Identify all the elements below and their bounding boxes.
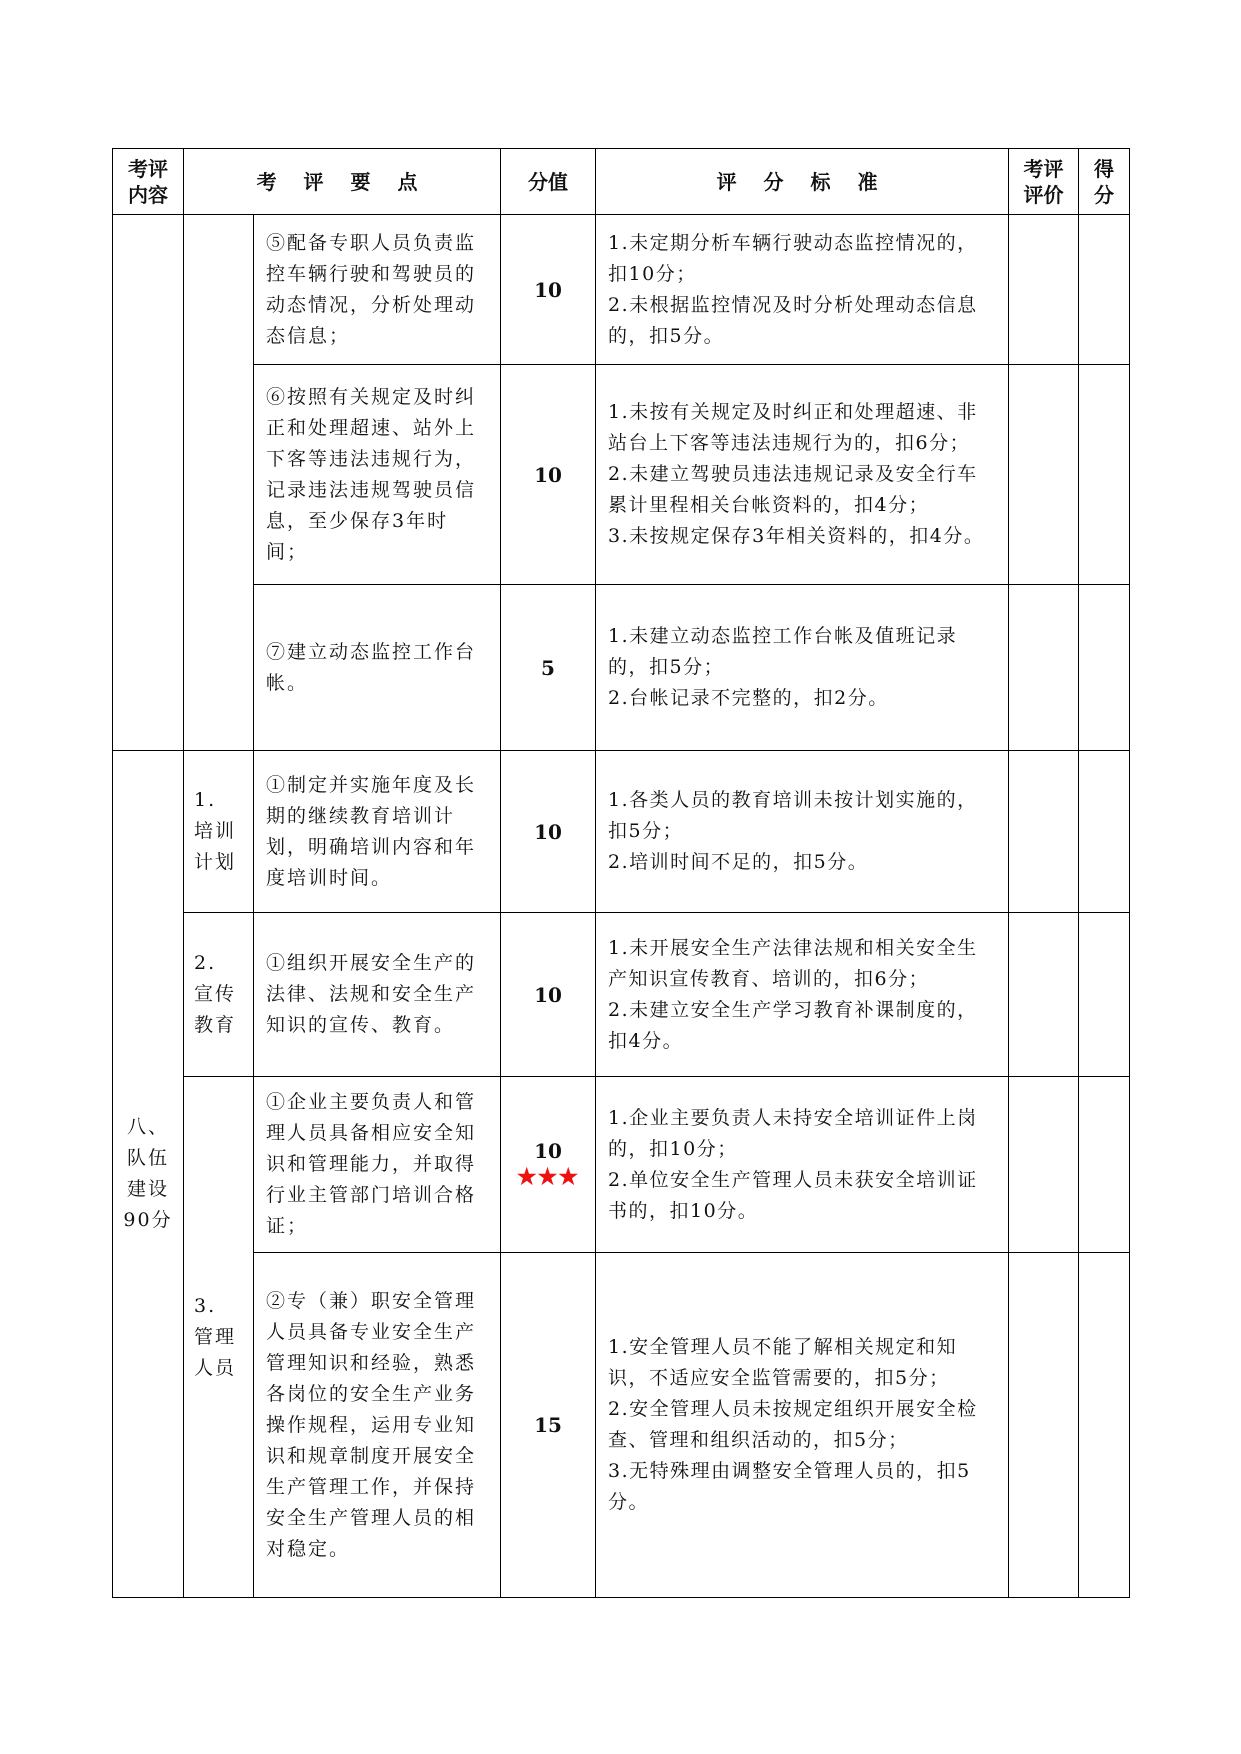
sub-category-cell: 3. 管理 人员 [184,1077,254,1598]
standard-cell: 1.未按有关规定及时纠正和处理超速、非站台上下客等违法违规行为的，扣6分； 2.未建立驾驶员违法违规记录及安全行车累计里程相关台帐资料的，扣4分； 3.未按规定保存3年相关资料的，扣4分。 [596,365,1009,585]
evaluation-cell[interactable] [1009,1253,1079,1598]
table-row [113,751,1130,913]
result-cell[interactable] [1079,1253,1130,1598]
sub-category-cell: 2. 宣传 教育 [184,913,254,1077]
score-cell: 10 [501,913,596,1077]
category-cell-empty [113,215,184,751]
table-row [113,365,1130,585]
evaluation-cell[interactable] [1009,751,1079,913]
header-score: 分值 [501,149,596,215]
table-row [113,215,1130,365]
point-cell: ⑦建立动态监控工作台帐。 [254,585,501,751]
score-cell: 10 [501,365,596,585]
evaluation-cell[interactable] [1009,585,1079,751]
point-cell: ⑤配备专职人员负责监控车辆行驶和驾驶员的动态情况，分析处理动态信息； [254,215,501,365]
evaluation-cell[interactable] [1009,1077,1079,1253]
star-rating: ★★★ [516,1163,580,1190]
score-value: 10 [534,1138,562,1163]
standard-cell: 1.未定期分析车辆行驶动态监控情况的，扣10分； 2.未根据监控情况及时分析处理动态信息的，扣5分。 [596,215,1009,365]
header-evaluation: 考评 评价 [1009,149,1079,215]
score-cell: 5 [501,585,596,751]
standard-cell: 1.未开展安全生产法律法规和相关安全生产知识宣传教育、培训的，扣6分； 2.未建立安全生产学习教育补课制度的，扣4分。 [596,913,1009,1077]
evaluation-cell[interactable] [1009,365,1079,585]
evaluation-cell[interactable] [1009,913,1079,1077]
header-standard: 评 分 标 准 [596,149,1009,215]
result-cell[interactable] [1079,1077,1130,1253]
standard-cell: 1.未建立动态监控工作台帐及值班记录的，扣5分； 2.台帐记录不完整的，扣2分。 [596,585,1009,751]
evaluation-table [112,148,1130,1598]
standard-cell: 1.各类人员的教育培训未按计划实施的，扣5分； 2.培训时间不足的，扣5分。 [596,751,1009,913]
point-cell: ②专（兼）职安全管理人员具备专业安全生产管理知识和经验，熟悉各岗位的安全生产业务操作规程，运用专业知识和规章制度开展安全生产管理工作，并保持安全生产管理人员的相对稳定。 [254,1253,501,1598]
standard-cell: 1.安全管理人员不能了解相关规定和知识，不适应安全监管需要的，扣5分； 2.安全管理人员未按规定组织开展安全检查、管理和组织活动的，扣5分； 3.无特殊理由调整安全管理人员的，扣5分。 [596,1253,1009,1598]
point-cell: ①制定并实施年度及长期的继续教育培训计划，明确培训内容和年度培训时间。 [254,751,501,913]
evaluation-cell[interactable] [1009,215,1079,365]
table-header-row [113,149,1130,215]
score-cell [501,1077,596,1253]
header-points: 考 评 要 点 [184,149,501,215]
result-cell[interactable] [1079,913,1130,1077]
table-row [113,913,1130,1077]
sub-category-cell: 1. 培训 计划 [184,751,254,913]
category-cell: 八、 队伍 建设 90分 [113,751,184,1598]
table-row [113,1077,1130,1253]
table-row [113,1253,1130,1598]
score-cell: 10 [501,215,596,365]
standard-cell: 1.企业主要负责人未持安全培训证件上岗的，扣10分； 2.单位安全生产管理人员未获安全培训证书的，扣10分。 [596,1077,1009,1253]
point-cell: ①组织开展安全生产的法律、法规和安全生产知识的宣传、教育。 [254,913,501,1077]
result-cell[interactable] [1079,585,1130,751]
result-cell[interactable] [1079,365,1130,585]
result-cell[interactable] [1079,215,1130,365]
table-row [113,585,1130,751]
score-cell: 10 [501,751,596,913]
header-category: 考评 内容 [113,149,184,215]
sub-cell-empty [184,215,254,751]
header-result: 得 分 [1079,149,1130,215]
point-cell: ⑥按照有关规定及时纠正和处理超速、站外上下客等违法违规行为，记录违法违规驾驶员信息，至少保存3年时间； [254,365,501,585]
score-cell: 15 [501,1253,596,1598]
point-cell: ①企业主要负责人和管理人员具备相应安全知识和管理能力，并取得行业主管部门培训合格证； [254,1077,501,1253]
result-cell[interactable] [1079,751,1130,913]
